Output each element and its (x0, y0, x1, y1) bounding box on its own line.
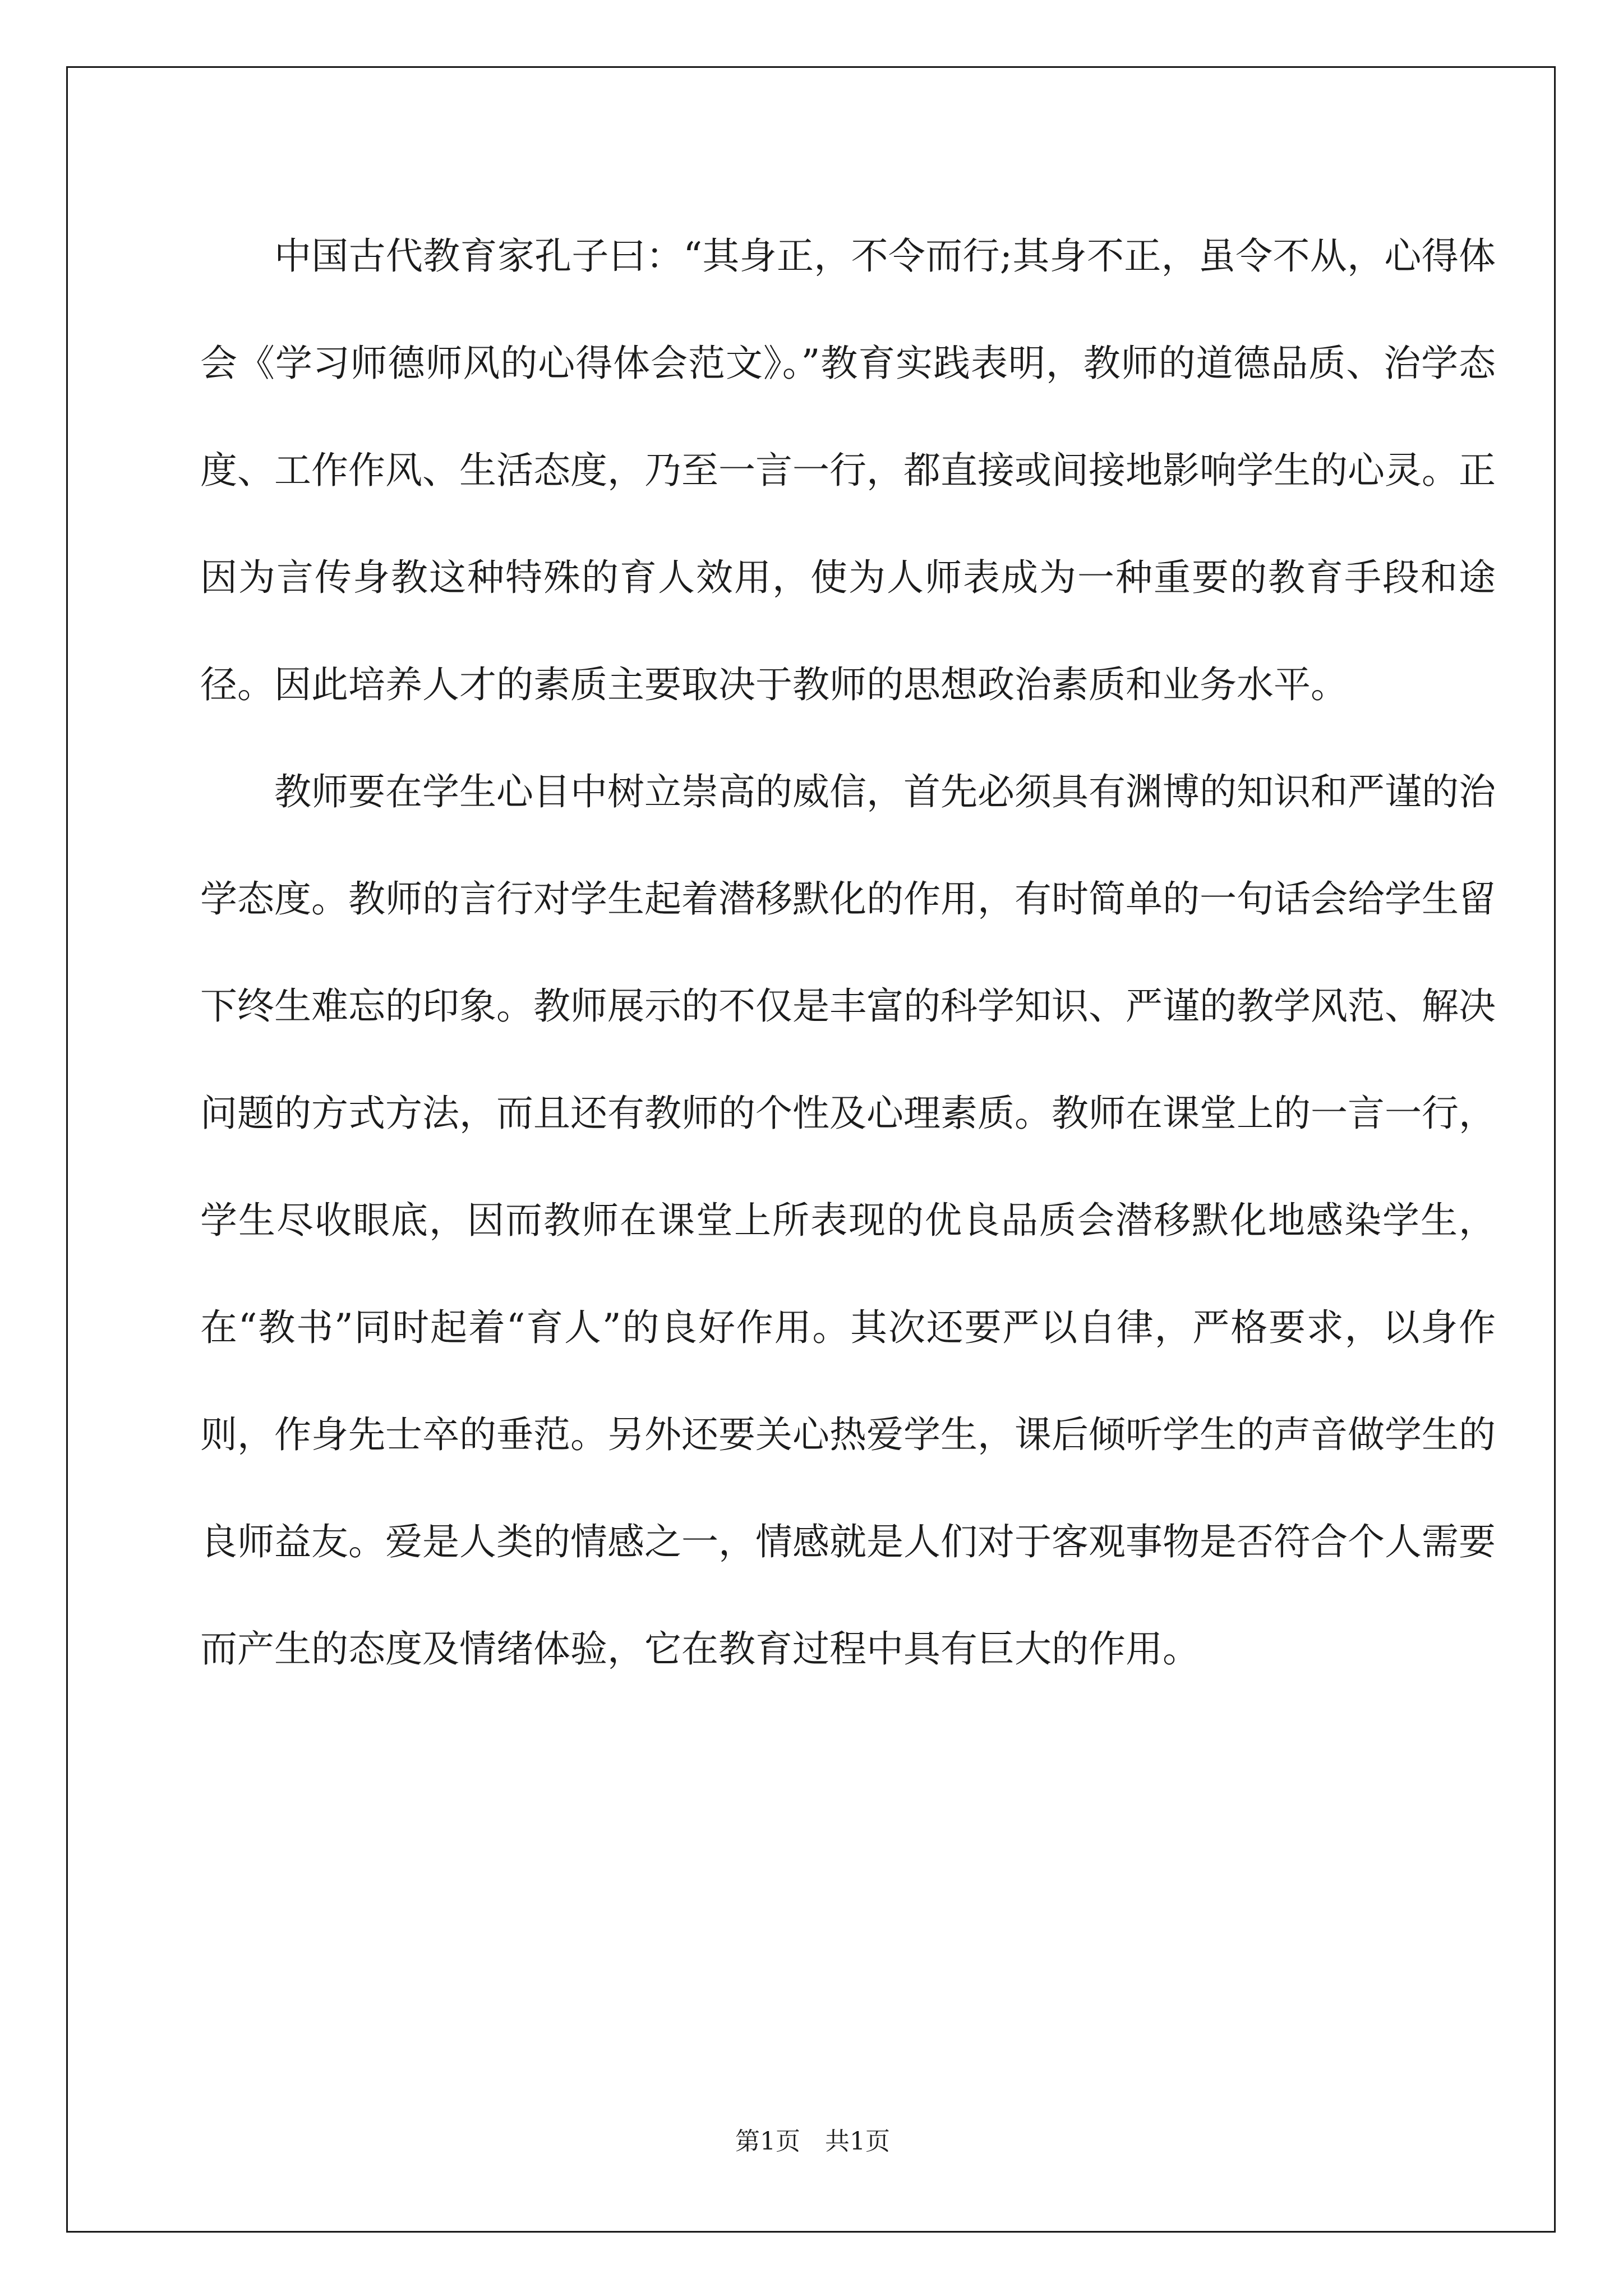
paragraph-2: 教师要在学生心目中树立崇高的威信，首先必须具有渊博的知识和严谨的治学态度。教师的言行对学生起着潜移默化的作用，有时简单的一句话会给学生留下终生难忘的印象。教师展示的不仅是丰富的科学知识、严谨的教学风范、解决问题的方式方法，而且还有教师的个性及心理素质。教师在课堂上的一言一行，学生尽收眼底，因而教师在课堂上所表现的优良品质会潜移默化地感染学生，在“教书”同时起着“育人”的良好作用。其次还要严以自律，严格要求，以身作则，作身先士卒的垂范。另外还要关心热爱学生，课后倾听学生的声音做学生的良师益友。爱是人类的情感之一，情感就是人们对于客观事物是否符合个人需要而产生的态度及情绪体验，它在教育过程中具有巨大的作用。 (200, 770, 1496, 1671)
page-border (66, 66, 1556, 2233)
paragraph-1: 中国古代教育家孔子曰：“其身正，不令而行;其身不正，虽令不从，心得体会《学习师德师风的心得体会范文》。”教育实践表明，教师的道德品质、治学态度、工作作风、生活态度，乃至一言一行，都直接或间接地影响学生的心灵。正因为言传身教这种特殊的育人效用，使为人师表成为一种重要的教育手段和途径。因此培养人才的素质主要取决于教师的思想政治素质和业务水平。 (200, 234, 1496, 706)
document-body (200, 203, 1496, 1703)
page-number-footer: 第1页 共1页 (735, 2127, 890, 2156)
